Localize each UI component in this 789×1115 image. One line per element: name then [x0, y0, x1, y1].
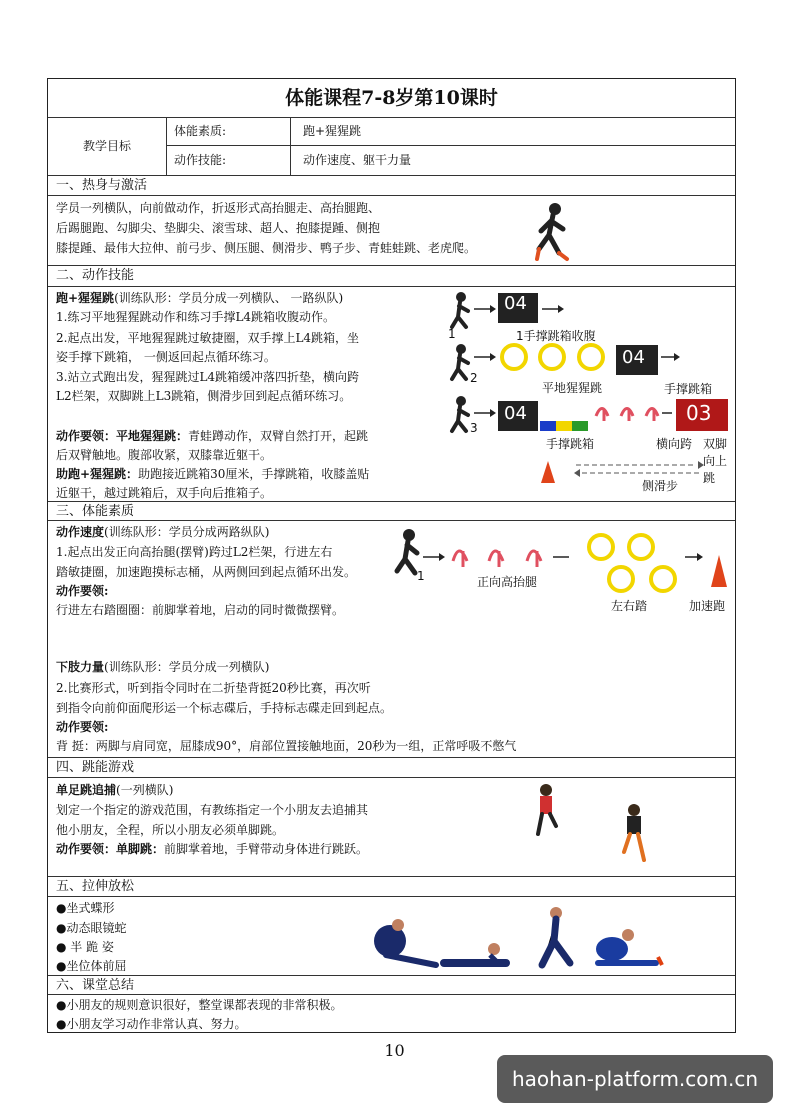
divider	[48, 994, 735, 995]
jump-box-number: 04	[504, 293, 527, 314]
step-number: 1	[417, 569, 425, 583]
fitness-subtitle-2: 下肢力量	[56, 660, 105, 674]
divider	[48, 777, 735, 778]
summary-item: ●小朋友的规则意识很好，整堂课都表现的非常积极。	[56, 998, 343, 1012]
diagram-label: 横向跨	[656, 437, 693, 451]
step-number: 1	[448, 327, 456, 341]
game-line: 划定一个指定的游戏范围，有教练指定一个小朋友去追捕其	[56, 803, 369, 817]
section-heading-fitness: 三、体能素质	[56, 504, 135, 519]
fitness-line: 到指令向前仰面爬形运一个标志碟后，手持标志碟走回到起点。	[56, 701, 393, 715]
diagram-label: 加速跑	[689, 599, 726, 613]
skill-line: 1.练习平地猩猩跳动作和练习手撑L4跳箱收腹动作。	[56, 310, 336, 324]
stretch-item: ●动态眼镜蛇	[56, 921, 127, 935]
skill-line: 3.站立式跑出发，猩猩跳过L4跳箱缓冲落四折垫，横向跨	[56, 370, 360, 384]
warmup-line: 后踢腿跑、勾脚尖、垫脚尖、滚雪球、超人、抱膝提踵、侧抱	[56, 221, 381, 235]
runner-figure	[452, 292, 468, 327]
fitness-formation-note: (训练队形：学员分成两路纵队)	[104, 525, 270, 539]
fitness-line: 踏敏捷圈，加速跑摸标志桶，从两侧回到起点循环出发。	[56, 565, 357, 579]
fitness-requirement-label: 动作要领:	[56, 720, 109, 734]
fitness-requirement-label: 动作要领:	[56, 584, 109, 598]
running-child-illustration	[533, 201, 573, 263]
fitness-requirement-text: 背 挺：两脚与肩同宽，屈膝成90°，肩部位置接触地面，20秒为一组，正常呼吸不憋气	[56, 739, 517, 753]
skill-course-diagram	[446, 289, 736, 493]
stretch-item: ●坐位体前屈	[56, 959, 127, 973]
fitness-formation-note-2: (训练队形：学员分成一列横队)	[104, 660, 270, 674]
divider	[48, 286, 735, 287]
skill-requirement-text: 后双臂触地。腹部收紧，双膝靠近躯干。	[56, 448, 273, 462]
skill-line: 姿手撑下跳箱， 一侧返回起点循环练习。	[56, 350, 276, 364]
jump-box-number: 04	[504, 403, 527, 424]
fitness-line: 1.起点出发正向高抬腿(摆臂)跨过L2栏架，行进左右	[56, 545, 333, 559]
skill-requirement-text: 助跑接近跳箱30厘米，手撑跳箱，收膝盖贴	[138, 467, 370, 481]
divider	[48, 195, 735, 196]
game-line: 他小朋友，全程，所以小朋友必须单脚跳。	[56, 823, 285, 837]
skill-requirement-label: 动作要领：平地猩猩跳：	[56, 429, 189, 443]
skill-requirement-label: 助跑+猩猩跳：	[56, 467, 139, 481]
page-number: 10	[384, 1041, 405, 1060]
skill-line: 2.起点出发，平地猩猩跳过敏捷圈，双手撑上L4跳箱，坐	[56, 331, 360, 345]
diagram-label: 正向高抬腿	[477, 575, 538, 589]
page-title: 体能课程7-8岁第10课时	[285, 87, 498, 109]
jump-box-number: 03	[686, 401, 712, 425]
divider	[48, 520, 735, 521]
game-requirement-text: 前脚掌着地，手臂带动身体进行跳跃。	[164, 842, 369, 856]
fitness-line: 2.比赛形式，听到指令同时在二折垫背挺20秒比赛，再次听	[56, 681, 371, 695]
stretch-item: ● 半 跪 姿	[56, 940, 114, 954]
diagram-label: 双脚向上跳	[703, 437, 728, 485]
skill-requirement-text: 近躯干，越过跳箱后，双手向后推箱子。	[56, 486, 273, 500]
objective-key-2: 动作技能:	[166, 146, 291, 175]
watermark-badge: haohan-platform.com.cn	[497, 1055, 773, 1103]
section-heading-summary: 六、课堂总结	[56, 978, 135, 993]
game-requirement-label: 动作要领：单脚跳：	[56, 842, 165, 856]
skill-line: L2栏架，双脚跳上L3跳箱，侧滑步回到起点循环练习。	[56, 389, 352, 403]
skill-formation-note: (训练队形：学员分成一列横队、 一路纵队)	[114, 291, 344, 305]
objective-value-1: 跑+猩猩跳	[291, 117, 735, 146]
game-subtitle: 单足跳追捕	[56, 783, 117, 797]
warmup-line: 膝提踵、最伟大拉伸、前弓步、侧压腿、侧滑步、鸭子步、青蛙蛙跳、老虎爬。	[56, 241, 477, 255]
fitness-subtitle: 动作速度	[56, 525, 105, 539]
fitness-requirement-text: 行进左右踏圈圈：前脚掌着地，启动的同时微微摆臂。	[56, 603, 345, 617]
hopping-children-illustration	[528, 782, 658, 868]
diagram-label: 1手撑跳箱收腹	[516, 329, 596, 343]
skill-requirement-text: 青蛙蹲动作，双臂自然打开，起跳	[188, 429, 369, 443]
section-heading-warmup: 一、热身与激活	[56, 178, 148, 193]
diagram-label: 左右踏	[611, 599, 648, 613]
section-heading-stretch: 五、拉伸放松	[56, 879, 135, 894]
objectives-label: 教学目标	[48, 117, 167, 175]
game-formation-note: (一列横队)	[116, 783, 174, 797]
step-number: 3	[470, 421, 478, 435]
warmup-line: 学员一列横队，向前做动作，折返形式高抬腿走、高抬腿跑、	[56, 201, 381, 215]
jump-box-number: 04	[622, 347, 645, 368]
divider	[48, 896, 735, 897]
diagram-label: 手撑跳箱	[664, 382, 713, 396]
step-number: 2	[470, 371, 478, 385]
section-heading-skills: 二、动作技能	[56, 268, 135, 283]
summary-item: ●小朋友学习动作非常认真、努力。	[56, 1017, 247, 1031]
objective-value-2: 动作速度、躯干力量	[303, 153, 412, 167]
objective-key-1: 体能素质:	[166, 117, 291, 146]
stretching-children-illustration	[366, 905, 666, 971]
diagram-label: 侧滑步	[642, 479, 679, 493]
diagram-label: 平地猩猩跳	[542, 381, 603, 395]
section-heading-game: 四、跳能游戏	[56, 760, 135, 775]
skill-subtitle: 跑+猩猩跳	[56, 291, 115, 305]
lesson-sheet	[47, 78, 736, 1033]
stretch-item: ●坐式蝶形	[56, 901, 115, 915]
speed-course-diagram	[393, 527, 733, 617]
diagram-label: 手撑跳箱	[546, 437, 595, 451]
